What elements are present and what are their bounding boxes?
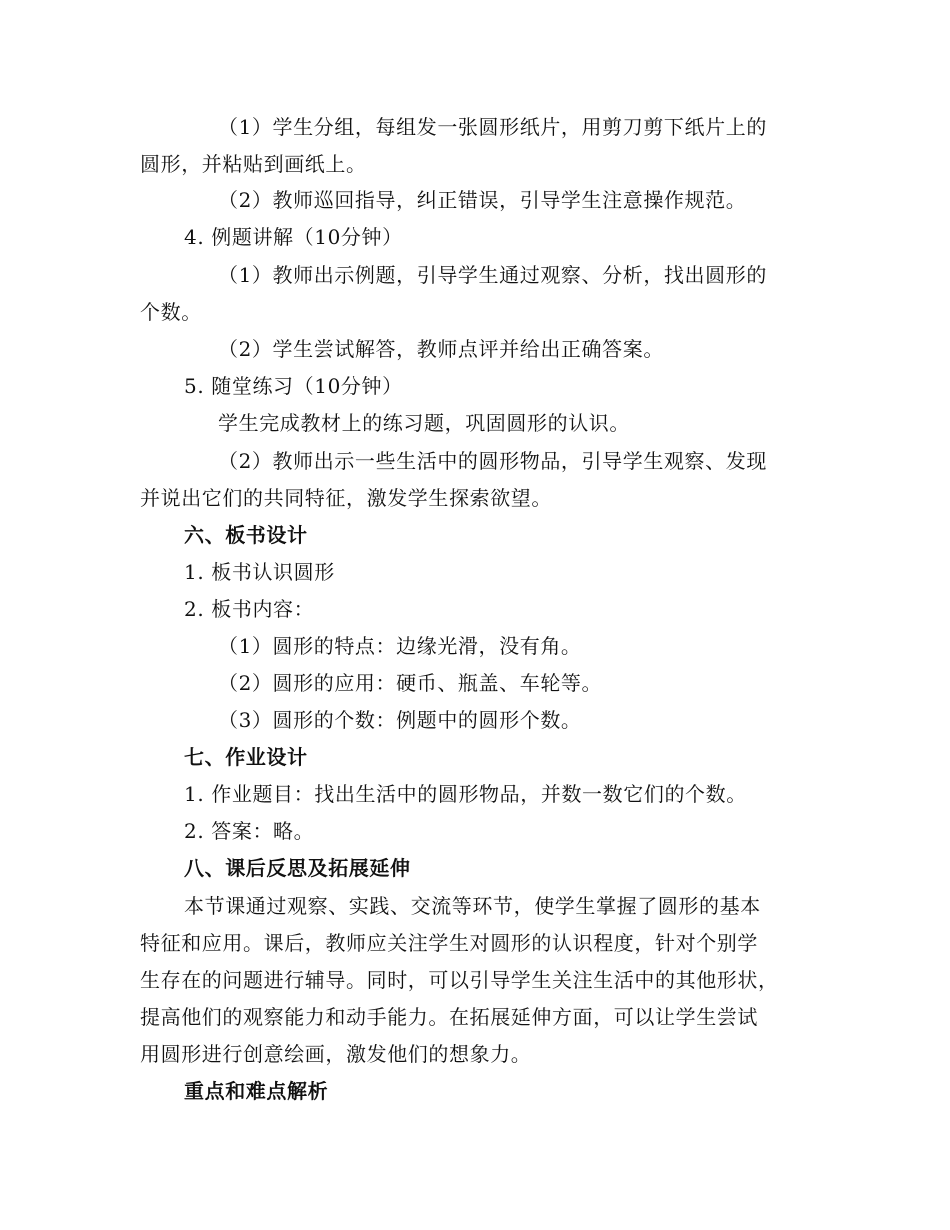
paragraph-line: 生存在的问题进行辅导。同时，可以引导学生关注生活中的其他形状， bbox=[140, 968, 779, 992]
list-item-heading: 5. 随堂练习（10分钟） bbox=[184, 374, 403, 398]
paragraph-line: 用圆形进行创意绘画，激发他们的想象力。 bbox=[140, 1042, 532, 1066]
paragraph-line: （1）学生分组，每组发一张圆形纸片，用剪刀剪下纸片上的 bbox=[218, 115, 767, 139]
paragraph-line: 并说出它们的共同特征，激发学生探索欲望。 bbox=[140, 486, 552, 510]
paragraph-line: 提高他们的观察能力和动手能力。在拓展延伸方面，可以让学生尝试 bbox=[140, 1005, 758, 1029]
paragraph-line: 本节课通过观察、实践、交流等环节，使学生掌握了圆形的基本 bbox=[184, 894, 761, 918]
paragraph-line: （2）教师出示一些生活中的圆形物品，引导学生观察、发现 bbox=[218, 449, 767, 473]
list-item: 2. 板书内容： bbox=[184, 597, 315, 621]
section-heading: 六、板书设计 bbox=[184, 523, 308, 547]
sub-list-item: （3）圆形的个数：例题中的圆形个数。 bbox=[218, 708, 582, 732]
list-item: 1. 作业题目：找出生活中的圆形物品，并数一数它们的个数。 bbox=[184, 782, 747, 806]
paragraph-line: 特征和应用。课后，教师应关注学生对圆形的认识程度，针对个别学 bbox=[140, 931, 758, 955]
paragraph-line: （1）教师出示例题，引导学生通过观察、分析，找出圆形的 bbox=[218, 263, 767, 287]
paragraph-line: （2）学生尝试解答，教师点评并给出正确答案。 bbox=[218, 337, 664, 361]
paragraph-line: 个数。 bbox=[140, 300, 202, 324]
paragraph-line: 圆形，并粘贴到画纸上。 bbox=[140, 152, 367, 176]
section-heading: 八、课后反思及拓展延伸 bbox=[184, 856, 411, 880]
section-heading: 重点和难点解析 bbox=[184, 1079, 329, 1103]
list-item-heading: 4. 例题讲解（10分钟） bbox=[184, 225, 403, 249]
list-item: 1. 板书认识圆形 bbox=[184, 560, 335, 584]
section-heading: 七、作业设计 bbox=[184, 745, 308, 769]
sub-list-item: （1）圆形的特点：边缘光滑，没有角。 bbox=[218, 634, 582, 658]
paragraph-line: 学生完成教材上的练习题，巩固圆形的认识。 bbox=[218, 411, 630, 435]
list-item: 2. 答案：略。 bbox=[184, 819, 315, 843]
sub-list-item: （2）圆形的应用：硬币、瓶盖、车轮等。 bbox=[218, 671, 603, 695]
paragraph-line: （2）教师巡回指导，纠正错误，引导学生注意操作规范。 bbox=[218, 188, 747, 212]
